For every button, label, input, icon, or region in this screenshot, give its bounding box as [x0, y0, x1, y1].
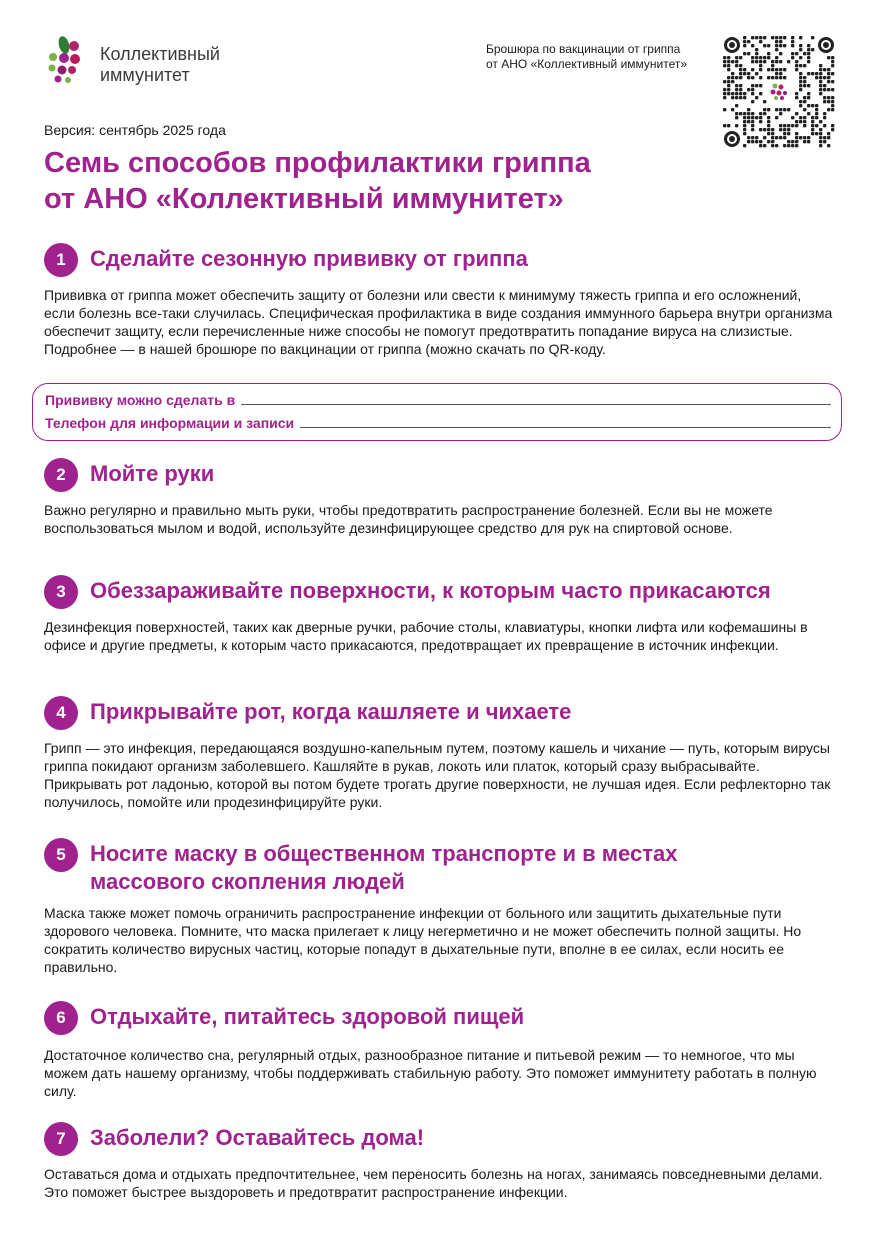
section-title: Мойте руки	[90, 461, 215, 486]
section-title: Прикрывайте рот, когда кашляете и чихаете	[90, 699, 572, 724]
qr-code-icon[interactable]	[723, 36, 835, 148]
section-2	[44, 458, 834, 537]
logo-line2: иммунитет	[100, 65, 190, 85]
section-number: 1	[44, 243, 78, 277]
section-title: Носите маску в общественном транспорте и в местах массового скопления людей	[90, 841, 678, 894]
section-number: 3	[44, 575, 78, 609]
info-place-blank[interactable]	[241, 404, 831, 405]
section-number: 5	[44, 838, 78, 872]
title-line2: от АНО «Коллективный иммунитет»	[44, 183, 564, 215]
section-body: Грипп — это инфекция, передающаяся воздушно-капельным путем, поэтому кашель и чихание — путь, которым вирусы гриппа покидают организм заболевшего. Кашляйте в рукав, локоть или платок, который сразу выбрасывайте. Прикрывать рот ладонью, которой вы потом будете трогать другие поверхности, не лучшая идея. Если рефлекторно так получилось, помойте или продезинфицируйте руки.	[44, 740, 831, 810]
info-place-line	[45, 392, 831, 408]
section-number: 7	[44, 1122, 78, 1156]
section-title: Заболели? Оставайтесь дома!	[90, 1125, 425, 1150]
section-1	[44, 243, 834, 358]
section-number: 6	[44, 1001, 78, 1035]
brochure-note	[486, 42, 716, 72]
brand-logo	[44, 36, 244, 86]
section-body: Достаточное количество сна, регулярный отдых, разнообразное питание и питьевой режим — то немногое, что мы можем дать нашему организму, чтобы поддерживать стабильную работу. Это поможет иммунитету работать в полную силу.	[44, 1047, 817, 1099]
vaccination-info-box	[32, 383, 842, 441]
brochure-line2: от АНО «Коллективный иммунитет»	[486, 57, 688, 71]
page-title	[44, 145, 591, 217]
grapes-logo-icon	[44, 36, 94, 86]
section-title: Сделайте сезонную прививку от гриппа	[90, 246, 528, 271]
section-5	[44, 838, 834, 976]
section-7	[44, 1122, 834, 1201]
section-6	[44, 1001, 834, 1100]
section-3	[44, 575, 834, 654]
section-body: Прививка от гриппа может обеспечить защиту от болезни или свести к минимуму тяжесть гриппа и его осложнений, если болезнь все-таки случилась. Специфическая профилактика в виде создания иммунного барьера внутри организма обеспечит защиту, если перечисленные ниже способы не помогут предотвратить попадание вируса на слизистые. Подробнее — в нашей брошюре по вакцинации от гриппа (можно скачать по QR-коду.	[44, 287, 833, 357]
section-body: Важно регулярно и правильно мыть руки, чтобы предотвратить распространение болезней. Если вы не можете воспользоваться мылом и водой, используйте дезинфицирующее средство для рук на спиртовой основе.	[44, 502, 773, 536]
info-phone-blank[interactable]	[300, 427, 831, 428]
section-title: Отдыхайте, питайтесь здоровой пищей	[90, 1004, 525, 1029]
title-line1: Семь способов профилактики гриппа	[44, 147, 591, 179]
section-number: 2	[44, 458, 78, 492]
info-phone-label: Телефон для информации и записи	[45, 415, 295, 431]
info-phone-line	[45, 415, 831, 431]
version-label: Версия: сентябрь 2025 года	[44, 122, 226, 138]
logo-line1: Коллективный	[100, 44, 220, 64]
section-body: Маска также может помочь ограничить распространение инфекции от больного или защитить дыхательные пути здорового человека. Помните, что маска прилегает к лицу негерметично и не может обеспечить полной защиты. Но сократить количество вирусных частиц, которые попадут в дыхательные пути, вполне в ее силах, если носить ее правильно.	[44, 905, 802, 975]
brochure-line1: Брошюра по вакцинации от гриппа	[486, 42, 681, 56]
section-4	[44, 696, 834, 811]
logo-text	[100, 44, 220, 86]
info-place-label: Прививку можно сделать в	[45, 392, 236, 408]
section-number: 4	[44, 696, 78, 730]
section-body: Оставаться дома и отдыхать предпочтительнее, чем переносить болезнь на ногах, занимаясь повседневными делами. Это поможет быстрее выздороветь и предотвратит распространение инфекции.	[44, 1166, 823, 1200]
section-body: Дезинфекция поверхностей, таких как дверные ручки, рабочие столы, клавиатуры, кнопки лифта или кофемашины в офисе и другие предметы, к которым часто прикасаются, предотвращает их превращение в источник инфекции.	[44, 619, 808, 653]
section-title: Обеззараживайте поверхности, к которым часто прикасаются	[90, 578, 771, 603]
